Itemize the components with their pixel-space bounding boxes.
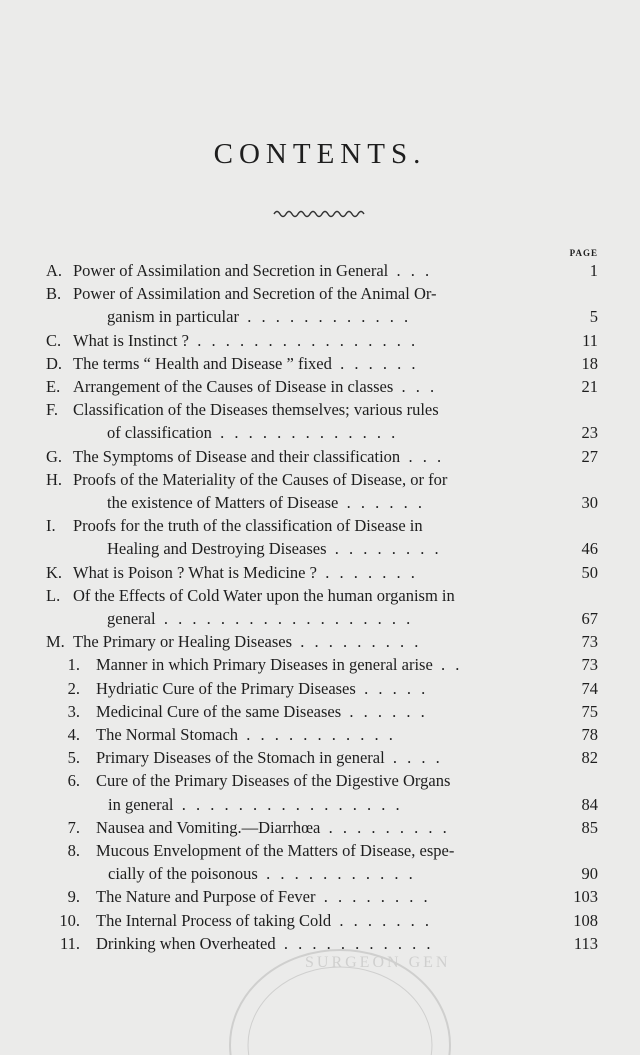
entry-page-number: 1 xyxy=(589,261,598,280)
leader-dots: . . . . . . . xyxy=(325,562,418,582)
entry-title-continued-wrap xyxy=(107,608,413,630)
toc-entry-continuation xyxy=(0,492,640,514)
toc-entry xyxy=(0,469,640,491)
subentry-number: 5. xyxy=(67,748,80,768)
entry-letter: B. xyxy=(46,284,62,304)
entry-page-number: 67 xyxy=(581,609,598,628)
entry-title: Proofs of the Materiality of the Causes of Disease, or for xyxy=(73,469,448,489)
toc-subentry xyxy=(0,817,640,839)
subentry-page-number: 82 xyxy=(581,748,598,768)
entry-title: The terms “ Health and Disease ” fixed xyxy=(73,353,332,373)
subentry-title: The Internal Process of taking Cold xyxy=(96,910,332,930)
leader-dots: . . . . . . xyxy=(349,701,428,721)
subentry-title-wrap xyxy=(96,747,443,769)
subentry-title-wrap xyxy=(96,654,462,676)
entry-title-wrap xyxy=(73,585,455,607)
toc-entry xyxy=(0,330,640,352)
leader-dots: . . . . . . . . . xyxy=(300,632,422,652)
leader-dots: . . . . xyxy=(392,748,443,768)
subentry-title: The Normal Stomach xyxy=(96,725,239,744)
toc-subentry-continuation xyxy=(0,863,640,885)
entry-page-number: 18 xyxy=(581,353,598,373)
leader-dots: . . . xyxy=(408,446,445,466)
subentry-number: 6. xyxy=(67,771,80,791)
entry-letter: E. xyxy=(46,377,61,396)
subentry-title: Cure of the Primary Diseases of the Digestive Organs xyxy=(96,771,451,791)
subentry-title-wrap xyxy=(96,840,454,862)
leader-dots: . . . . . . . . . . . xyxy=(283,933,434,953)
subentry-number: 1. xyxy=(67,655,80,675)
subentry-title-continued: in general xyxy=(108,794,174,814)
page-title: CONTENTS. xyxy=(213,138,427,170)
entry-title-wrap xyxy=(73,469,447,491)
toc-entry xyxy=(0,585,640,607)
entry-title-continued: ganism in particular xyxy=(107,307,239,327)
leader-dots: . . . . . xyxy=(364,678,429,698)
leader-dots: . . . . . . . . . . . . . . . . xyxy=(181,794,403,814)
leader-dots: . . . . . . . . . . . xyxy=(246,725,396,744)
toc-subentry xyxy=(0,770,640,792)
subentry-page-number: 84 xyxy=(581,794,598,814)
entry-letter: A. xyxy=(46,261,63,280)
leader-dots: . . . . . . . . . . . . . . . . xyxy=(197,330,419,350)
leader-dots: . . . . . . . . . . . . . . . . . . xyxy=(163,609,414,628)
subentry-number: 2. xyxy=(67,678,80,698)
entry-page-number: 27 xyxy=(581,446,598,466)
leader-dots: . . . . . . . . xyxy=(334,539,442,559)
subentry-title-wrap xyxy=(96,701,428,723)
subentry-title-continued-wrap xyxy=(108,863,416,885)
entry-page-number: 5 xyxy=(589,307,598,327)
subentry-page-number: 90 xyxy=(581,864,598,884)
entry-title: Proofs for the truth of the classification of Disease in xyxy=(73,516,423,536)
entry-title-wrap xyxy=(73,399,439,421)
subentry-title: Hydriatic Cure of the Primary Diseases xyxy=(96,678,356,698)
subentry-title: Primary Diseases of the Stomach in general xyxy=(96,748,385,768)
leader-dots: . . . . . . . . . xyxy=(328,817,450,837)
subentry-title: Medicinal Cure of the same Diseases xyxy=(96,701,342,721)
subentry-page-number: 103 xyxy=(573,887,598,907)
toc-subentry-continuation xyxy=(0,794,640,816)
leader-dots: . . . . . . . . . . . . xyxy=(247,307,412,327)
toc-entry xyxy=(0,562,640,584)
subentry-title-wrap xyxy=(96,817,450,839)
toc-entry-continuation xyxy=(0,538,640,560)
entry-title-wrap xyxy=(73,353,418,375)
toc-subentry xyxy=(0,678,640,700)
toc-subentry xyxy=(0,747,640,769)
toc-subentry xyxy=(0,654,640,676)
entry-letter: G. xyxy=(46,446,63,466)
toc-subentry xyxy=(0,724,640,746)
subentry-page-number: 78 xyxy=(581,725,598,744)
entry-title-wrap xyxy=(73,260,432,282)
toc-entry xyxy=(0,446,640,468)
entry-letter: H. xyxy=(46,469,63,489)
toc-entry xyxy=(0,353,640,375)
entry-title-continued: the existence of Matters of Disease xyxy=(107,493,339,512)
toc-entry-continuation xyxy=(0,422,640,444)
subentry-title-wrap xyxy=(96,910,432,932)
subentry-number: 4. xyxy=(67,725,80,744)
subentry-title-continued: cially of the poisonous xyxy=(108,864,258,884)
entry-title-continued: of classification xyxy=(107,423,212,443)
entry-title: Classification of the Diseases themselves; various rules xyxy=(73,400,439,420)
entry-title-wrap xyxy=(73,283,437,305)
leader-dots: . . . . . . . . xyxy=(323,887,431,907)
entry-page-number: 50 xyxy=(581,562,598,582)
entry-title-wrap xyxy=(73,376,437,398)
subentry-title-wrap xyxy=(96,678,428,700)
leader-dots: . . . xyxy=(396,261,433,280)
subentry-page-number: 113 xyxy=(573,933,598,953)
entry-title-wrap xyxy=(73,631,421,653)
entry-letter: M. xyxy=(46,632,65,652)
toc-entry xyxy=(0,631,640,653)
subentry-number: 8. xyxy=(67,841,80,860)
subentry-title-wrap xyxy=(96,886,431,908)
entry-title: Of the Effects of Cold Water upon the human organism in xyxy=(73,585,455,605)
toc-subentry xyxy=(0,886,640,908)
entry-letter: I. xyxy=(46,516,56,536)
entry-letter: K. xyxy=(46,562,63,582)
subentry-number: 10. xyxy=(59,910,80,930)
entry-page-number: 11 xyxy=(582,330,598,350)
entry-title-continued-wrap xyxy=(107,306,411,328)
entry-letter: C. xyxy=(46,330,62,350)
toc-subentry xyxy=(0,910,640,932)
page-column-heading: PAGE xyxy=(569,248,598,258)
entry-title-continued-wrap xyxy=(107,422,398,444)
leader-dots: . . . xyxy=(401,377,438,396)
subentry-title-continued-wrap xyxy=(108,794,403,816)
toc-entry xyxy=(0,515,640,537)
entry-title-continued-wrap xyxy=(107,492,425,514)
entry-title: What is Instinct ? xyxy=(73,330,189,350)
subentry-page-number: 73 xyxy=(581,655,598,675)
subentry-number: 9. xyxy=(67,887,80,907)
subentry-page-number: 85 xyxy=(581,817,598,837)
svg-text:SURGEON GEN: SURGEON GEN xyxy=(305,954,451,971)
toc-entry-continuation xyxy=(0,608,640,630)
toc-entry xyxy=(0,283,640,305)
toc-entry-continuation xyxy=(0,306,640,328)
leader-dots: . . . . . . xyxy=(346,493,425,512)
subentry-title: Nausea and Vomiting.—Diarrhœa xyxy=(96,817,321,837)
entry-page-number: 46 xyxy=(581,539,598,559)
entry-title: Power of Assimilation and Secretion in General xyxy=(73,261,389,280)
entry-letter: F. xyxy=(46,400,58,420)
entry-page-number: 30 xyxy=(581,493,598,512)
subentry-page-number: 75 xyxy=(581,701,598,721)
subentry-title: The Nature and Purpose of Fever xyxy=(96,887,316,907)
entry-title-continued-wrap xyxy=(107,538,442,560)
subentry-page-number: 108 xyxy=(573,910,598,930)
toc-entry xyxy=(0,399,640,421)
entry-letter: L. xyxy=(46,585,61,605)
subentry-number: 11. xyxy=(59,933,80,953)
entry-page-number: 73 xyxy=(581,632,598,652)
subentry-title: Mucous Envelopment of the Matters of Disease, espe- xyxy=(96,841,455,860)
entry-title: Power of Assimilation and Secretion of the Animal Or- xyxy=(73,284,437,304)
subentry-number: 7. xyxy=(67,817,80,837)
subentry-number: 3. xyxy=(67,701,80,721)
entry-title-wrap xyxy=(73,515,423,537)
entry-title-continued: general xyxy=(107,609,156,628)
entry-title: Arrangement of the Causes of Disease in classes xyxy=(73,377,394,396)
entry-title-continued: Healing and Destroying Diseases xyxy=(107,539,327,559)
entry-title-wrap xyxy=(73,446,444,468)
leader-dots: . . . . . . . . . . . xyxy=(266,864,416,884)
entry-title-wrap xyxy=(73,330,418,352)
subentry-page-number: 74 xyxy=(581,678,598,698)
entry-title: What is Poison ? What is Medicine ? xyxy=(73,562,317,582)
subentry-title-wrap xyxy=(96,724,396,746)
entry-title: The Primary or Healing Diseases xyxy=(73,632,293,652)
subentry-title: Manner in which Primary Diseases in general arise xyxy=(96,655,433,675)
wavy-rule-ornament xyxy=(272,208,368,220)
leader-dots: . . . . . . . xyxy=(339,910,432,930)
subentry-title: Drinking when Overheated xyxy=(96,933,276,953)
leader-dots: . . . . . . . . . . . . . xyxy=(220,423,399,443)
leader-dots: . . . . . . xyxy=(340,353,419,373)
entry-page-number: 21 xyxy=(581,377,598,396)
entry-title: The Symptoms of Disease and their classification xyxy=(73,446,401,466)
subentry-title-wrap xyxy=(96,770,450,792)
entry-letter: D. xyxy=(46,353,63,373)
toc-subentry xyxy=(0,701,640,723)
toc-entry xyxy=(0,260,640,282)
leader-dots: . . xyxy=(441,655,463,675)
library-stamp-watermark xyxy=(210,935,470,1055)
entry-title-wrap xyxy=(73,562,418,584)
toc-subentry xyxy=(0,840,640,862)
toc-entry xyxy=(0,376,640,398)
entry-page-number: 23 xyxy=(581,423,598,443)
